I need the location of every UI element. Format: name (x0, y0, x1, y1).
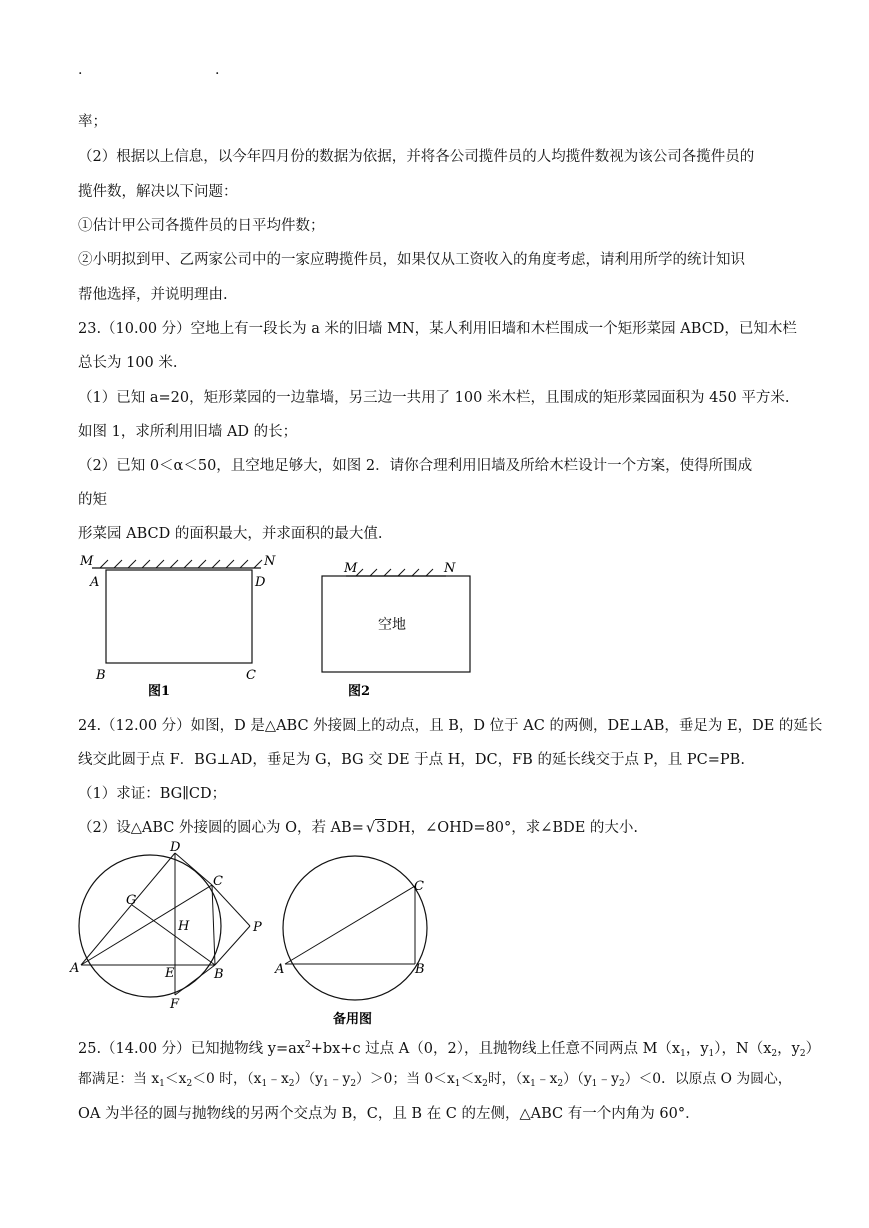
wall-hatching (356, 569, 433, 576)
text-line: 率； (78, 114, 107, 130)
label-b: B (96, 668, 106, 683)
text-line: 揽件数，解决以下问题： (78, 184, 238, 200)
caption: 图2 (348, 684, 371, 699)
label-c: C (246, 668, 256, 683)
question-24-heading: 24.（12.00 分）如图，D 是△ABC 外接圆上的动点，且 B，D 位于 AC 的两侧，DE⊥AB，垂足为 E，DE 的延长 (78, 718, 823, 734)
segment-bg (132, 905, 215, 965)
text-line: 总长为 100 米. (78, 355, 178, 371)
label-e: E (165, 966, 175, 981)
segment-dc (175, 853, 212, 885)
label-a: A (275, 962, 285, 977)
text-line: （1）已知 a=20，矩形菜园的一边靠墙，另三边一共用了 100 米木栏，且围成的矩形菜园面积为 450 平方米. (78, 390, 790, 406)
label-d: D (170, 840, 181, 855)
question-25-heading: 25.（14.00 分）已知抛物线 $y=ax^2+bx+c$ 过点 A（0，2），且抛物线上任意不同两点 $M(x_1$，$y_1$），$N(x_2$，$y_2$） (78, 1040, 821, 1059)
label-n: N (264, 554, 276, 569)
label-d: D (255, 575, 266, 590)
wall-hatching (100, 560, 262, 568)
empty-lot-label: 空地 (378, 617, 406, 633)
header-dot: . (78, 62, 83, 78)
segment-ac (285, 886, 415, 964)
text-line: （2）根据以上信息，以今年四月份的数据为依据，并将各公司揽件员的人均揽件数视为该公司各揽件员的 (78, 149, 755, 165)
text-line: ①估计甲公司各揽件员的日平均件数； (78, 218, 325, 234)
label-b: B (214, 967, 224, 982)
header-dot: . (215, 62, 220, 78)
circumcircle (283, 856, 427, 1000)
text-line: 形菜园 ABCD 的面积最大，并求面积的最大值. (78, 526, 383, 542)
segment-fb (175, 965, 215, 995)
figure-3 (70, 838, 280, 1012)
label-n: N (444, 561, 456, 576)
caption: 图1 (148, 684, 171, 699)
label-p: P (253, 920, 262, 935)
rectangle-abcd (106, 570, 252, 663)
text-line: （2）设△ABC 外接圆的圆心为 O，若 AB= √3DH，∠OHD=80°，求∠BDE 的大小. (78, 820, 639, 836)
label-f: F (170, 997, 180, 1012)
label-a: A (90, 575, 100, 590)
label-b: B (415, 962, 425, 977)
question-23-heading: 23.（10.00 分）空地上有一段长为 a 米的旧墙 MN，某人利用旧墙和木栏围成一个矩形菜园 ABCD，已知木栏 (78, 321, 797, 337)
circumcircle (79, 855, 221, 997)
text-line: 线交此圆于点 F．BG⊥AD，垂足为 G，BG 交 DE 于点 H，DC，FB 的延长线交于点 P，且 PC=PB. (78, 752, 745, 768)
text-line: （1）求证：BG∥CD； (78, 786, 227, 802)
label-h: H (178, 919, 190, 934)
text-line: 帮他选择，并说明理由. (78, 287, 228, 303)
caption: 备用图 (333, 1012, 373, 1027)
text-line: （2）已知 0＜α＜50，且空地足够大，如图 2．请你合理利用旧墙及所给木栏设计一个方案，使得所围成 (78, 458, 753, 474)
label-g: G (126, 893, 137, 908)
figure-1 (78, 552, 278, 702)
text-line: 都满足：当 $x_1<x_2<0$ 时，$(x_1﹣x_2)(y_1﹣y_2)>0$；当 $0<x_1<x_2$时，$(x_1﹣x_2)(y_1﹣y_2)<0$．以原点 O 为圆心， (78, 1071, 792, 1089)
figure-2 (318, 552, 478, 702)
segment-ac (81, 885, 212, 965)
sqrt-symbol: √3 (365, 820, 386, 836)
segment-ad (81, 853, 175, 965)
text-line: 的矩 (78, 492, 107, 508)
label-c: C (414, 879, 424, 894)
label-m: M (80, 554, 94, 569)
label-c: C (213, 874, 223, 889)
text-line: 如图 1，求所利用旧墙 AD 的长； (78, 424, 298, 440)
text-line: OA 为半径的圆与抛物线的另两个交点为 B，C，且 B 在 C 的左侧，△ABC 有一个内角为 60°． (78, 1106, 700, 1122)
text-line: ②小明拟到甲、乙两家公司中的一家应聘揽件员，如果仅从工资收入的角度考虑，请利用所学的统计知识 (78, 252, 745, 268)
figure-4 (275, 838, 440, 1028)
label-a: A (70, 961, 80, 976)
label-m: M (344, 561, 358, 576)
